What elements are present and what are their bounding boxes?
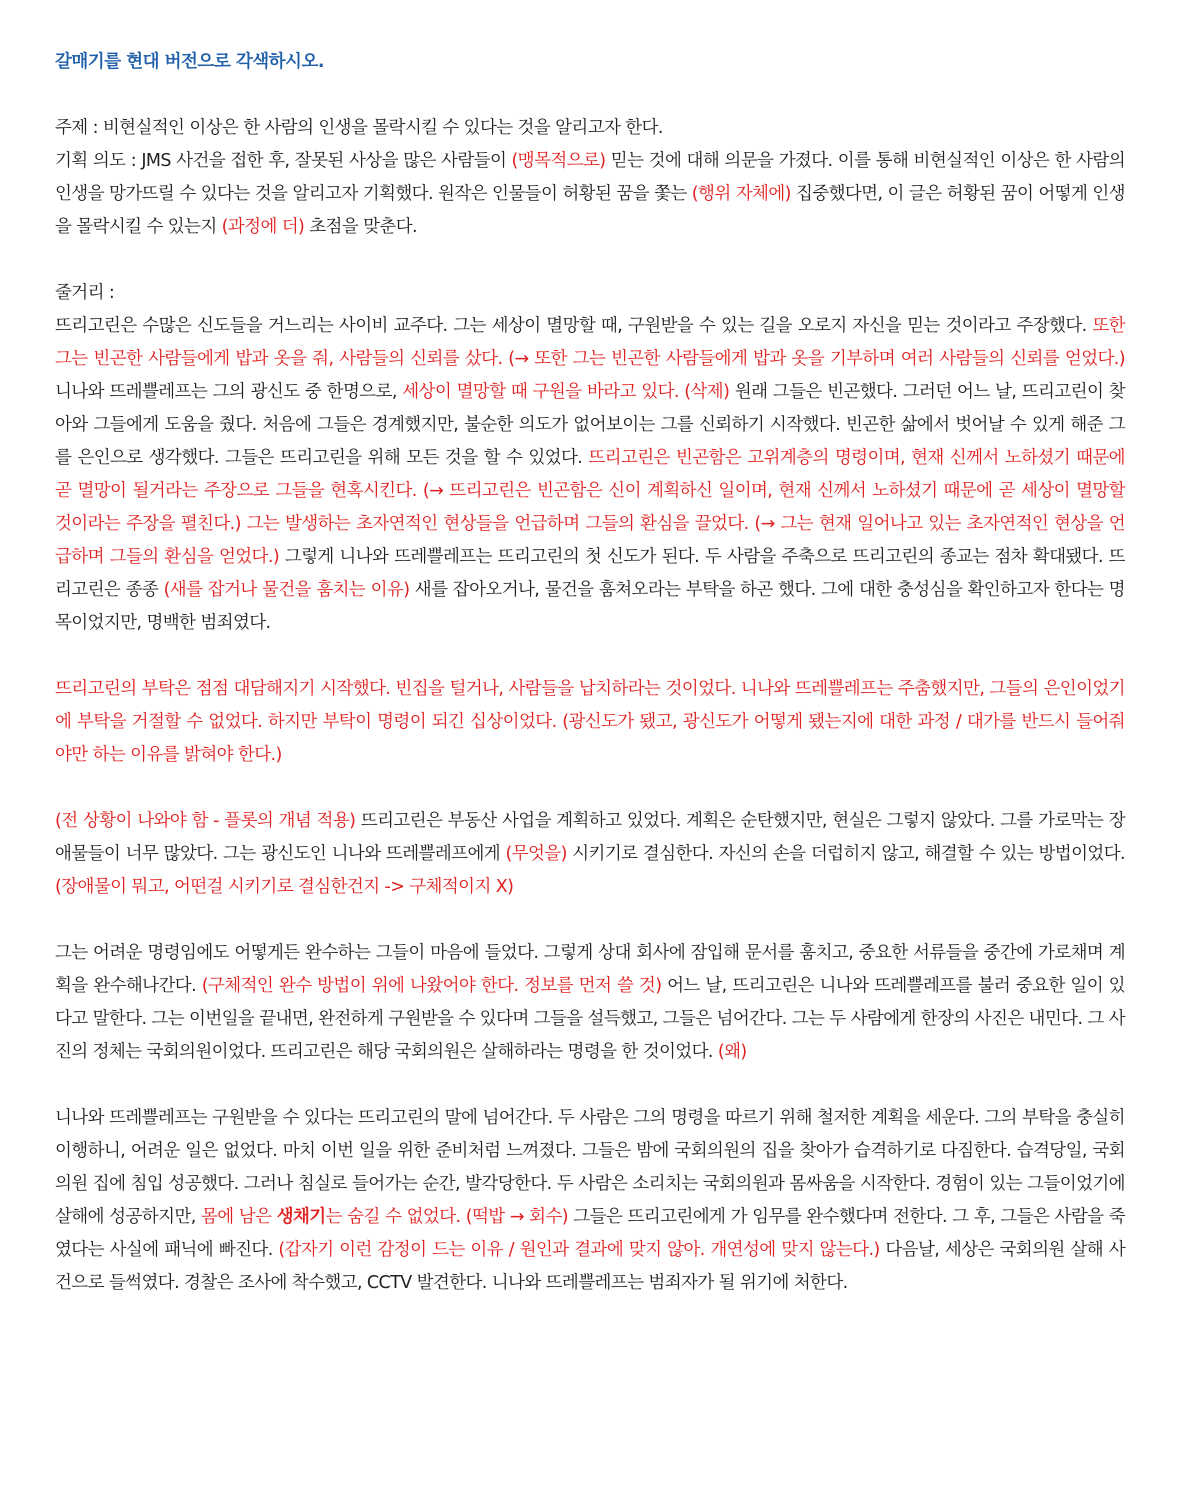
annotation-text: 세상이 멸망할 때 구원을 바라고 있다. (삭제) <box>402 382 730 402</box>
annotation-text: 몸에 남은 <box>200 1207 277 1227</box>
body-text: 초점을 맞춘다. <box>304 217 417 237</box>
paragraph-synopsis-4 <box>55 937 1125 1069</box>
paragraph-theme-intent <box>55 112 1125 244</box>
annotation-text: (장애물이 뭐고, 어떤걸 시키기로 결심한건지 -> 구체적이지 X) <box>55 877 514 897</box>
body-text: 믿는 것에 대해 의문을 가졌다. 이를 통해 비현실적인 이상은 한 사람의 인생을 망가뜨릴 수 있다는 것을 알리고자 기획했다. 원작은 인물들이 허황된 꿈을 쫓는 <box>55 151 1125 204</box>
body-text: 기획 의도 : JMS 사건을 접한 후, 잘못된 사상을 많은 사람들이 <box>55 151 512 171</box>
document-title: 갈매기를 현대 버전으로 각색하시오. <box>55 52 324 72</box>
annotation-text: 또한 그는 빈곤한 사람들에게 밥과 옷을 줘, 사람들의 신뢰를 샀다. (→ 또한 그는 빈곤한 사람들에게 밥과 옷을 기부하며 여러 사람들의 신뢰를 얻었다.) <box>55 316 1125 369</box>
body-text: 니나와 뜨레쁠레프는 그의 광신도 중 한명으로, <box>55 382 403 402</box>
body-text: 줄거리 : <box>55 283 115 303</box>
body-text: 시키기로 결심한다. 자신의 손을 더럽히지 않고, 해결할 수 있는 방법이었다. <box>566 844 1125 864</box>
body-text: 원래 그들은 빈곤했다. 그러던 어느 날, 뜨리고린이 찾아와 그들에게 도움을 줬다. 처음에 그들은 경계했지만, 불순한 의도가 없어보이는 그를 신뢰하기 시작했다. 빈곤한 삶에서 벗어날 수 있게 해준 그를 은인으로 생각했다. 그들은 뜨리고린을 위해 모든 것을 할 수 있었다. <box>55 382 1125 468</box>
body-text: 니나와 뜨레쁠레프는 구원받을 수 있다는 뜨리고린의 말에 넘어간다. 두 사람은 그의 명령을 따르기 위해 철저한 계획을 세운다. 그의 부탁을 충실히 이행하니, 어려운 일은 없었다. 마치 이번 일을 위한 준비처럼 느껴졌다. 그들은 밤에 국회의원의 집을 찾아가 습격하기로 다짐한다. 습격당일, 국회의원 집에 침입 성공했다. 그러나 침실로 들어가는 순간, 발각당한다. 두 사람은 소리치는 국회의원과 몸싸움을 시작한다. 경험이 있는 그들이었기에 살해에 성공하지만, <box>55 1108 1125 1227</box>
annotation-text: 생채기 <box>276 1207 326 1227</box>
body-text: 새를 잡아오거나, 물건을 훔쳐오라는 부탁을 하곤 했다. 그에 대한 충성심을 확인하고자 한다는 명목이었지만, 명백한 범죄였다. <box>55 580 1125 633</box>
annotation-text: (새를 잡거나 물건을 훔치는 이유) <box>163 580 410 600</box>
body-text: 주제 : 비현실적인 이상은 한 사람의 인생을 몰락시킬 수 있다는 것을 알리고자 한다. <box>55 118 663 138</box>
annotation-text: (무엇을) <box>505 844 567 864</box>
annotation-text: (행위 자체에) <box>691 184 791 204</box>
annotation-text: 뜨리고린은 빈곤함은 고위계층의 명령이며, 현재 신께서 노하셨기 때문에 곧 멸망이 될거라는 주장으로 그들을 현혹시킨다. (→ 뜨리고린은 빈곤함은 신이 계획하신 일이며, 현재 신께서 노하셨기 때문에 곧 세상이 멸망할 것이라는 주장을 펼친다.) 그는 발생하는 초자연적인 현상들을 언급하며 그들의 환심을 끌었다. (→ 그는 현재 일어나고 있는 초자연적인 현상을 언급하며 그들의 환심을 얻었다.) <box>55 448 1125 567</box>
paragraph-synopsis-2 <box>55 673 1125 772</box>
body-text: 뜨리고린은 부동산 사업을 계획하고 있었다. 계획은 순탄했지만, 현실은 그렇지 않았다. 그를 가로막는 장애물들이 너무 많았다. 그는 광신도인 니나와 뜨레쁠레프에게 <box>55 811 1125 864</box>
body-text: 다음날, 세상은 국회의원 살해 사건으로 들썩였다. 경찰은 조사에 착수했고, CCTV 발견한다. 니나와 뜨레쁠레프는 범죄자가 될 위기에 처한다. <box>55 1240 1126 1293</box>
body-text: 그는 어려운 명령임에도 어떻게든 완수하는 그들이 마음에 들었다. 그렇게 상대 회사에 잠입해 문서를 훔치고, 중요한 서류들을 중간에 가로채며 계획을 완수해나간다. <box>55 943 1125 996</box>
annotation-text: 는 숨길 수 없었다. (떡밥 → 회수) <box>325 1207 569 1227</box>
body-text: 어느 날, 뜨리고린은 니나와 뜨레쁠레프를 불러 중요한 일이 있다고 말한다. 그는 이번일을 끝내면, 완전하게 구원받을 수 있다며 그들을 설득했고, 그들은 넘어간다. 그는 두 사람에게 한장의 사진은 내민다. 그 사진의 정체는 국회의원이었다. 뜨리고린은 해당 국회의원은 살해하라는 명령을 한 것이었다. <box>55 976 1125 1062</box>
annotation-text: (갑자기 이런 감정이 드는 이유 / 원인과 결과에 맞지 않아. 개연성에 맞지 않는다.) <box>278 1240 880 1260</box>
annotation-text: (과정에 더) <box>221 217 305 237</box>
body-text: 그렇게 니나와 뜨레쁠레프는 뜨리고린의 첫 신도가 된다. 두 사람을 주축으로 뜨리고린의 종교는 점차 확대됐다. 뜨리고린은 종종 <box>55 547 1125 600</box>
paragraph-synopsis-5 <box>55 1102 1125 1300</box>
annotation-text: (맹목적으로) <box>511 151 606 171</box>
annotation-text: (전 상황이 나와야 함 - 플롯의 개념 적용) <box>55 811 356 831</box>
document <box>55 46 1125 1333</box>
annotation-text: (구체적인 완수 방법이 위에 나왔어야 한다. 정보를 먼저 쓸 것) <box>201 976 662 996</box>
annotation-text: (왜) <box>717 1042 747 1062</box>
body-text: 집중했다면, 이 글은 허황된 꿈이 어떻게 인생을 몰락시킬 수 있는지 <box>55 184 1125 237</box>
paragraph-synopsis-1 <box>55 277 1125 640</box>
annotation-text: 뜨리고린의 부탁은 점점 대담해지기 시작했다. 빈집을 털거나, 사람들을 납치하라는 것이었다. 니나와 뜨레쁠레프는 주춤했지만, 그들의 은인이었기에 부탁을 거절할 수 없었다. 하지만 부탁이 명령이 되긴 십상이었다. (광신도가 됐고, 광신도가 어떻게 됐는지에 대한 과정 / 대가를 반드시 들어줘야만 하는 이유를 밝혀야 한다.) <box>55 679 1125 765</box>
body-text: 그들은 뜨리고린에게 가 임무를 완수했다며 전한다. 그 후, 그들은 사람을 죽였다는 사실에 패닉에 빠진다. <box>55 1207 1125 1260</box>
body-text: 뜨리고린은 수많은 신도들을 거느리는 사이비 교주다. 그는 세상이 멸망할 때, 구원받을 수 있는 길을 오로지 자신을 믿는 것이라고 주장했다. <box>55 316 1093 336</box>
paragraph-synopsis-3 <box>55 805 1125 904</box>
